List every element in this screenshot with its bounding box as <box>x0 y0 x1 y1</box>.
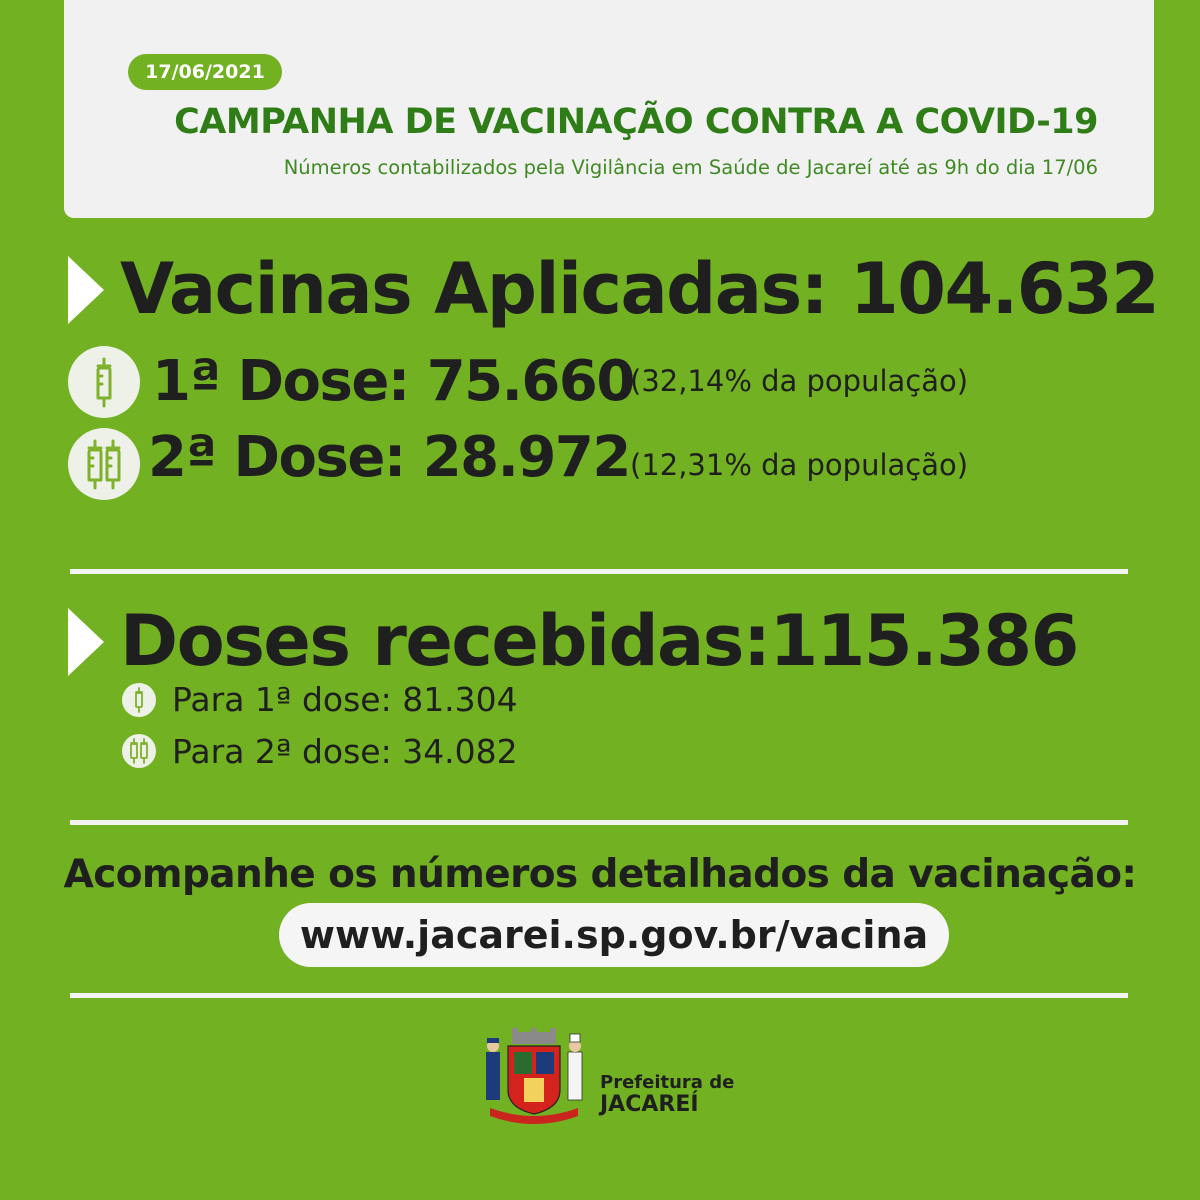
vaccine-url-link[interactable]: www.jacarei.sp.gov.br/vacina <box>279 903 949 967</box>
footer-logo <box>478 1028 738 1128</box>
divider <box>70 569 1128 574</box>
received-total: Doses recebidas:115.386 <box>120 600 1078 682</box>
syringe-icon <box>68 346 140 418</box>
dose1-applied: 1ª Dose: 75.660 <box>152 349 634 414</box>
syringe-icon <box>122 683 156 717</box>
double-syringe-icon <box>68 428 140 500</box>
divider <box>70 820 1128 825</box>
coat-of-arms-logo <box>478 1028 590 1128</box>
arrow-icon <box>68 256 104 324</box>
campaign-subtitle: Números contabilizados pela Vigilância em Saúde de Jacareí até as 9h do dia 17/06 <box>283 156 1098 179</box>
cta-text: Acompanhe os números detalhados da vacinação: <box>63 852 1137 897</box>
organization-name <box>600 1072 734 1116</box>
divider <box>70 993 1128 998</box>
org-line2: JACAREÍ <box>600 1092 699 1117</box>
org-line1: Prefeitura de <box>600 1072 735 1093</box>
campaign-title: CAMPANHA DE VACINAÇÃO CONTRA A COVID-19 <box>174 102 1098 142</box>
applied-total: Vacinas Aplicadas: 104.632 <box>120 248 1159 330</box>
received-dose1: Para 1ª dose: 81.304 <box>172 680 518 719</box>
dose2-applied: 2ª Dose: 28.972 <box>148 425 630 490</box>
double-syringe-icon <box>122 734 156 768</box>
received-dose2: Para 2ª dose: 34.082 <box>172 732 518 771</box>
date-badge: 17/06/2021 <box>128 54 282 90</box>
arrow-icon <box>68 608 104 676</box>
dose1-percentage: (32,14% da população) <box>630 364 969 398</box>
dose2-percentage: (12,31% da população) <box>630 448 969 482</box>
